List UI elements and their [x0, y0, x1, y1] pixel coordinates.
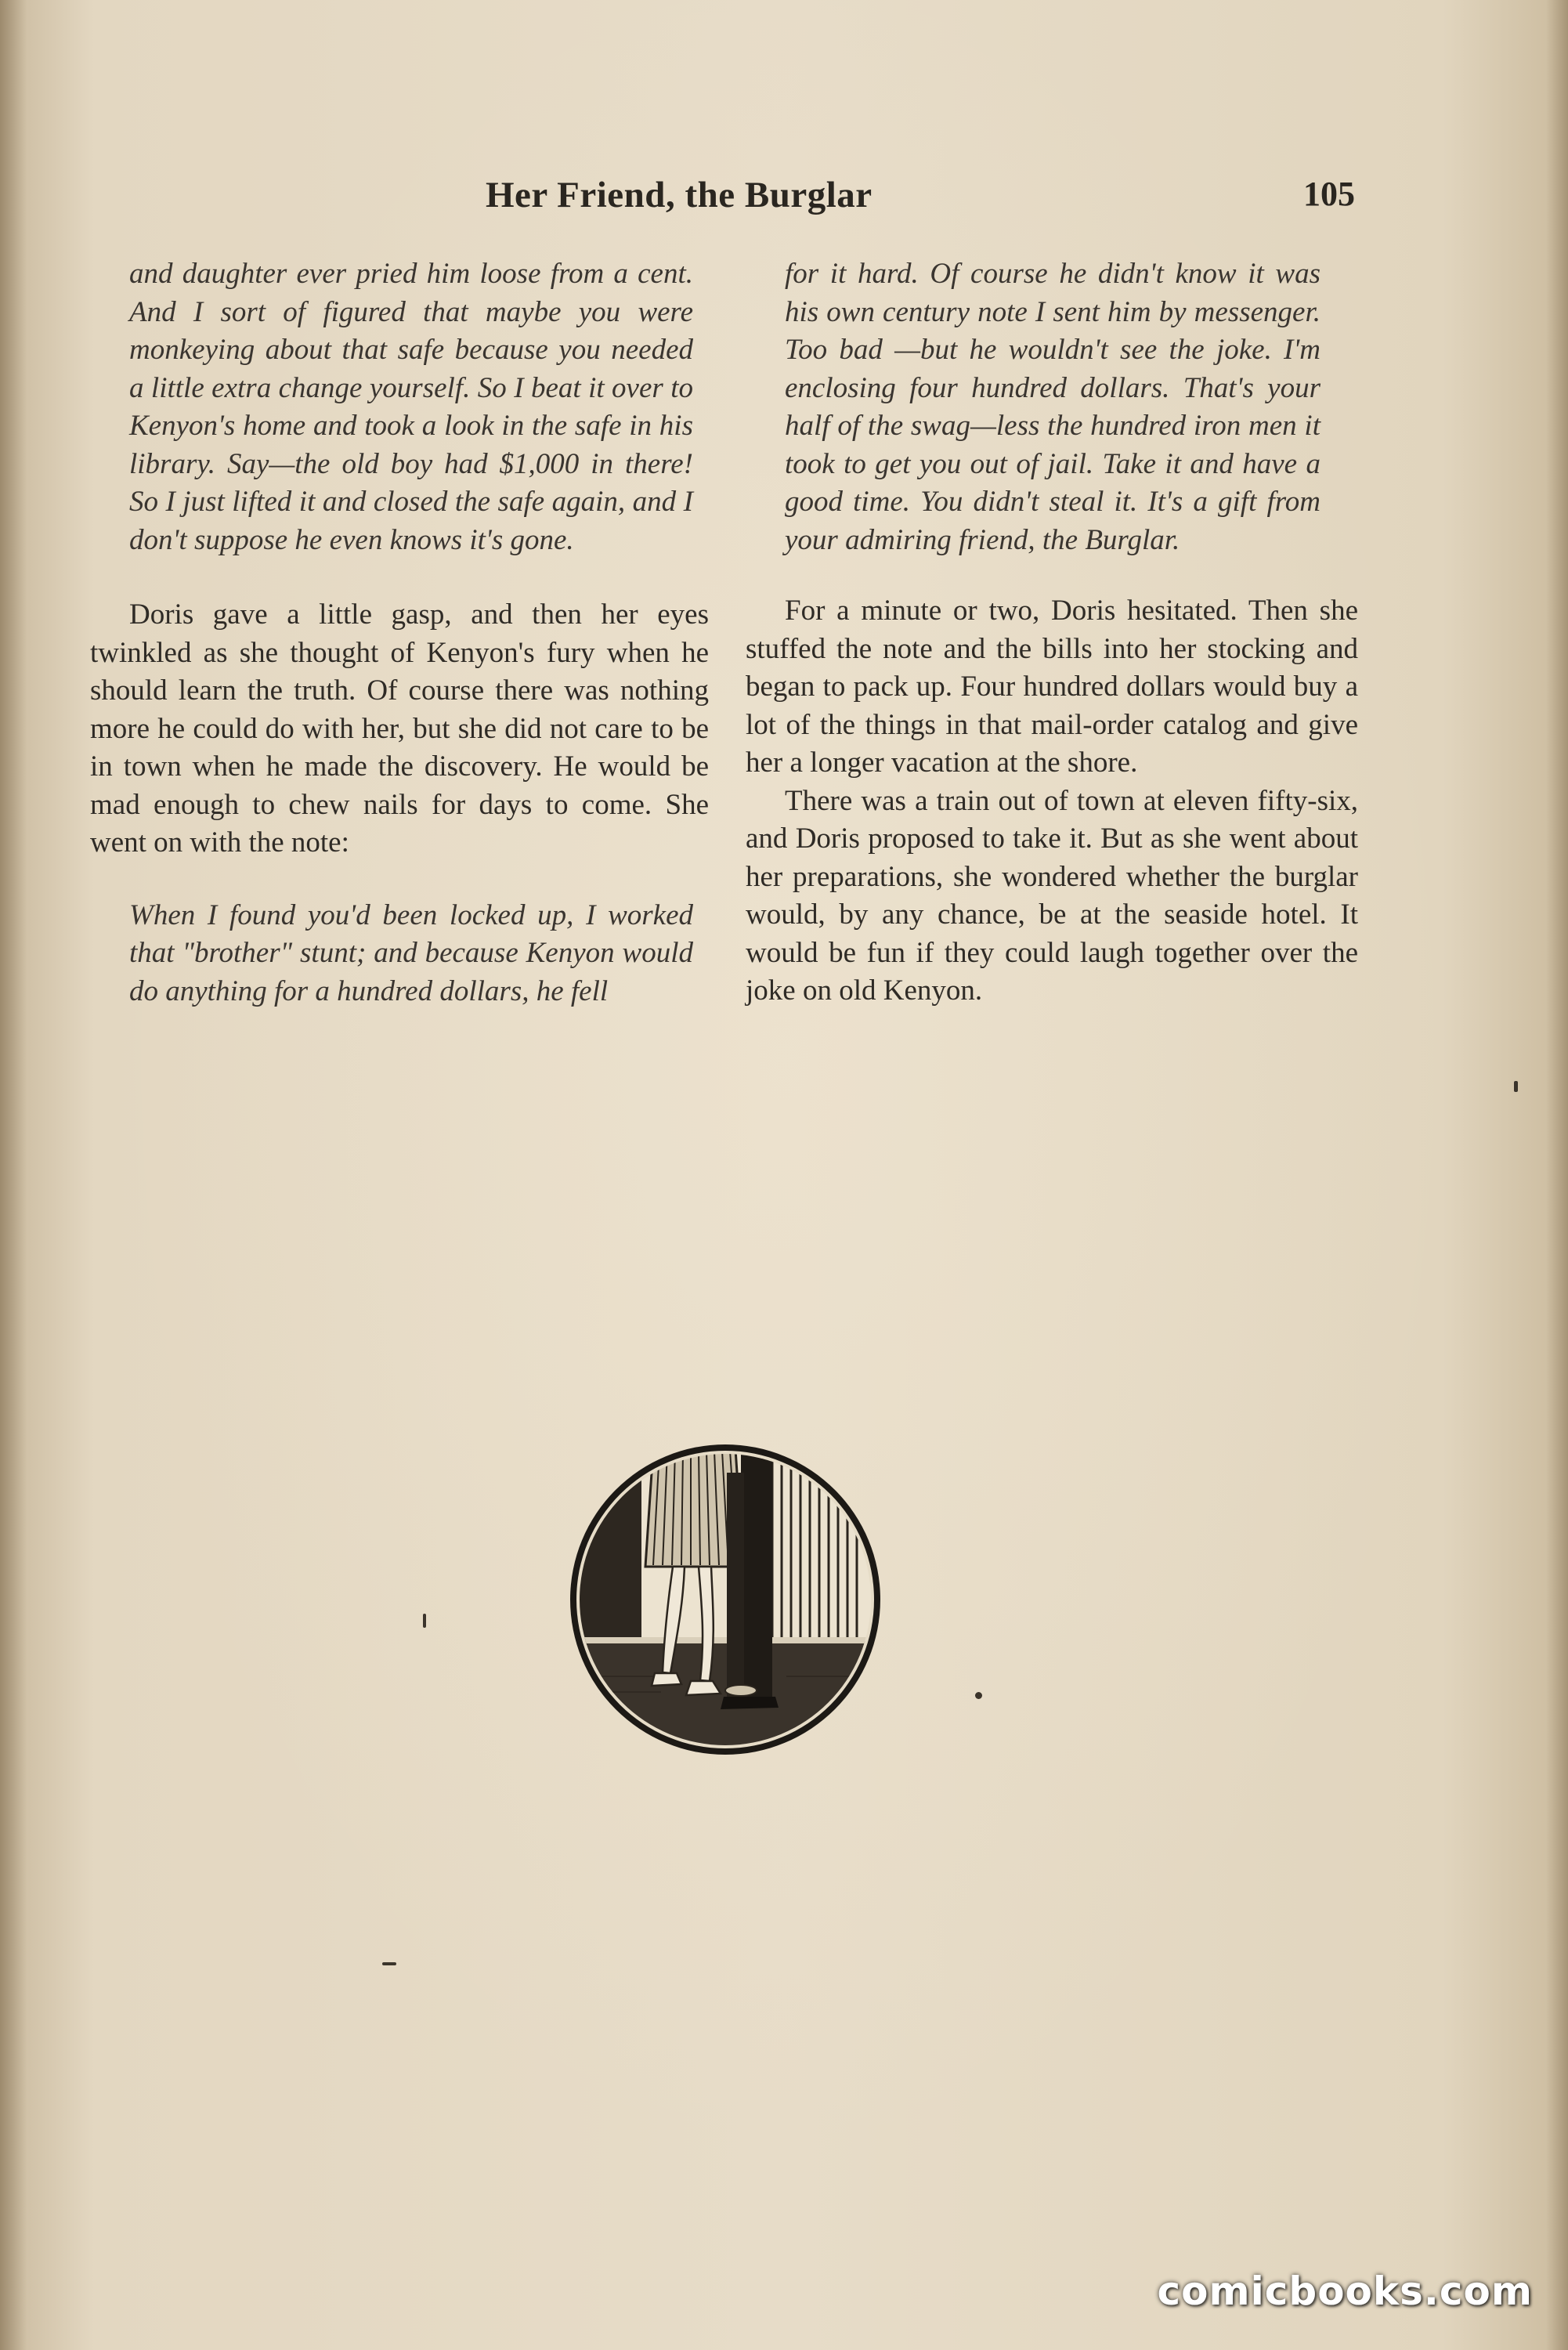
- vignette-scene: [567, 1441, 883, 1758]
- note-excerpt-left-1: and daughter ever pried him loose from a cent. And I sort of figured that maybe you were monkeying about that safe because you needed a little extra change yourself. So I beat it over to Kenyon's home and took a look in the safe in his library. Say—the old boy had $1,000 in there! So I just lifted it and closed the safe again, and I don't suppose he even knows it's gone.: [129, 258, 693, 556]
- print-speck: [423, 1614, 426, 1628]
- running-head-title: Her Friend, the Burglar: [486, 175, 873, 215]
- paragraph-doris-hesitated: For a minute or two, Doris hesitated. Then she stuffed the note and the bills into her stocking and began to pack up. Four hundred dollars would buy a lot of the things in that mail-order catalog and give her a longer vacation at the shore.: [746, 595, 1358, 779]
- paragraph-train: There was a train out of town at eleven fifty-six, and Doris proposed to take it. But as she went about her preparations, she wondered whether the burglar would, by any chance, be at the seaside hotel. It would be fun if they could laugh together over the joke on old Kenyon.: [746, 784, 1358, 1007]
- note-excerpt-left-2: When I found you'd been locked up, I worked that "brother" stunt; and because Kenyon would do anything for a hundred dollars, he fell: [129, 898, 693, 1007]
- paragraph-doris-gasp: Doris gave a little gasp, and then her eyes twinkled as she thought of Kenyon's fury when he should learn the truth. Of course there was nothing more he could do with her, but she did not care to be in town when he made the discovery. He would be mad enough to chew nails for days to come. She went on with the note:: [90, 598, 709, 859]
- page-number: 105: [1303, 175, 1355, 213]
- page-edge-shadow-right: [1546, 0, 1568, 2350]
- page-edge-shadow-left: [0, 0, 27, 2350]
- print-speck: [382, 1962, 396, 1965]
- right-column: [746, 255, 1364, 1010]
- print-speck: [1514, 1081, 1518, 1092]
- left-column: [90, 255, 709, 1010]
- vignette-illustration: [567, 1441, 883, 1758]
- print-speck: [975, 1692, 982, 1699]
- note-excerpt-right-1: for it hard. Of course he didn't know it was his own century note I sent him by messenger. Too bad —but he wouldn't see the joke. I'm enclosing four hundred dollars. That's your half of the swag—less the hundred iron men it took to get you out of jail. Take it and have a good time. You didn't steal it. It's a gift from your admiring friend, the Burglar.: [785, 258, 1321, 556]
- watermark-logo: comicbooks.com: [1157, 2269, 1533, 2314]
